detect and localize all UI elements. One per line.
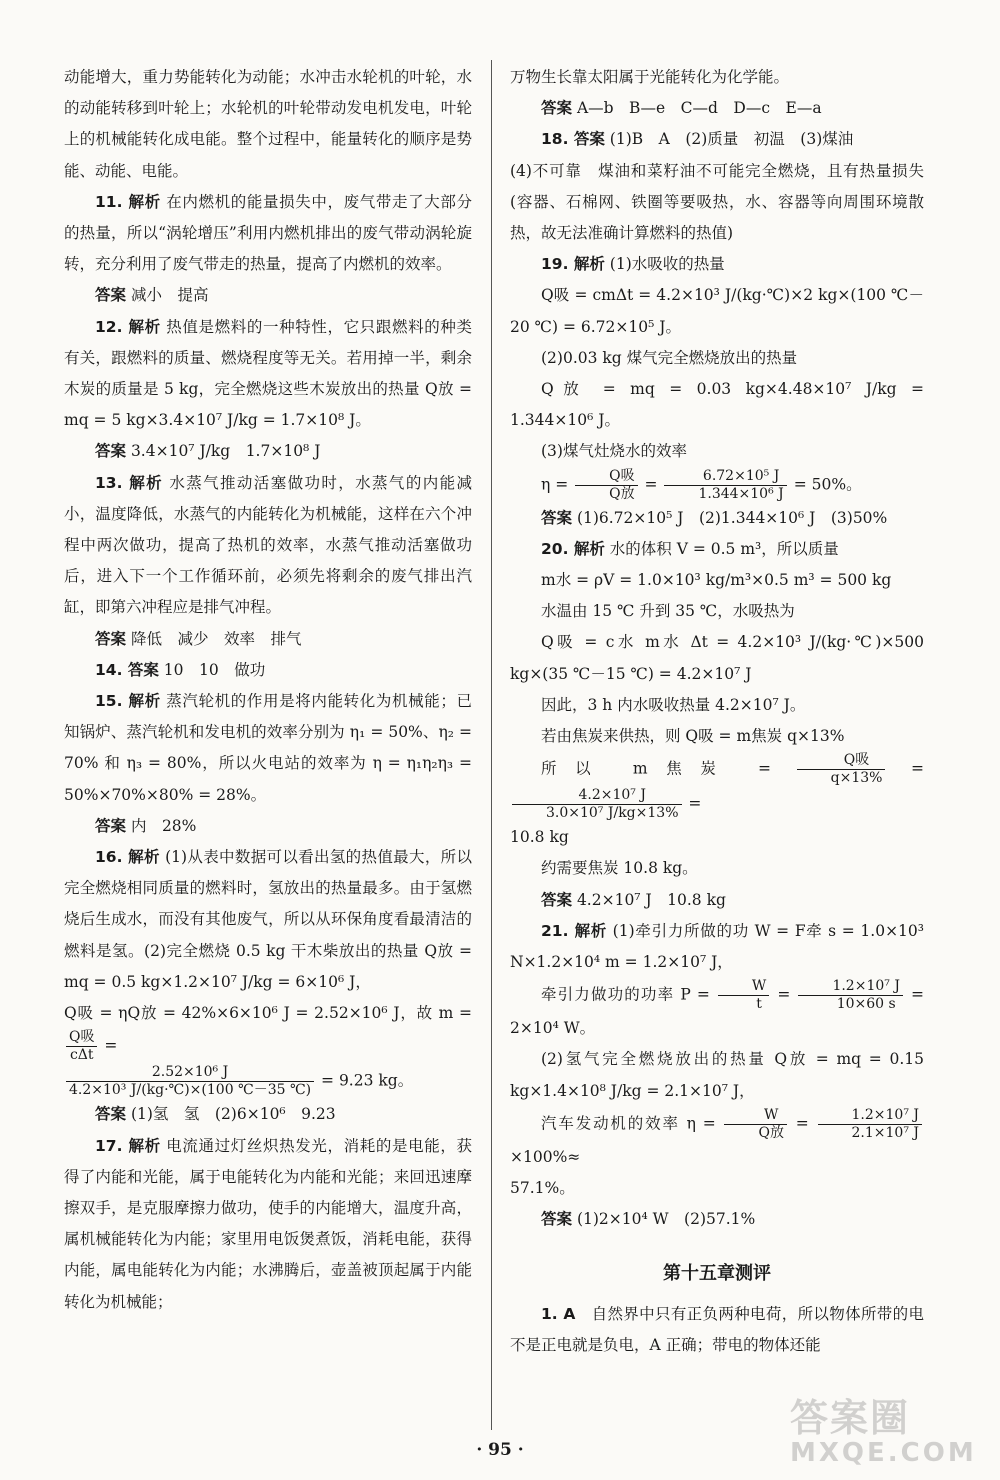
numerator: 4.2×10⁷ J	[512, 787, 682, 805]
ans-label: 答案	[95, 629, 127, 648]
paragraph: (4)不可靠 煤油和菜籽油不可能完全燃烧，且有热量损失(容器、石棉网、铁圈等要吸热，水、容器等向周围环境散热，故无法准确计算燃料的热值)	[510, 161, 924, 243]
answer-13	[64, 624, 472, 655]
answer-14	[64, 655, 472, 686]
paragraph: 若由焦炭来供热，则 Q吸 = m焦炭 q×13%	[541, 727, 845, 746]
answer-16	[64, 1099, 472, 1130]
denominator: 2.1×10⁷ J	[851, 1124, 919, 1141]
eq-text: =	[99, 1036, 118, 1055]
denominator: q×13%	[830, 770, 883, 787]
ans-label: 答案	[541, 99, 573, 118]
watermark-url: MXQE.COM	[790, 1438, 977, 1468]
paragraph: 水温由 15 ℃ 升到 35 ℃，水吸热为	[541, 602, 795, 621]
q-text: 自然界中只有正负两种电荷，所以物体所带的电不是正电就是负电，A 正确；带电的物体还能	[510, 1304, 924, 1354]
fraction	[798, 978, 902, 1013]
eq-text: = 9.23 kg。	[316, 1071, 414, 1090]
ans-text: (1)2×10⁴ W (2)57.1%	[572, 1210, 756, 1229]
q-text: 电流通过灯丝炽热发光，消耗的是电能，获得了内能和光能，属于电能转化为内能和光能；来回迅速摩擦双手，是克服摩擦力做功，使手的内能增大，温度升高，属机械能转化为内能；家里用电饭煲煮饭，消耗电能，获得内能，属电能转化为内能；水沸腾后，壶盖被顶起属于内能转化为机械能；	[64, 1136, 472, 1311]
ans-text: 10 10 做功	[158, 660, 266, 679]
question-13	[64, 468, 472, 624]
numerator: 1.2×10⁷ J	[818, 1107, 922, 1125]
fraction	[512, 787, 682, 822]
equation	[510, 468, 924, 503]
question-19	[510, 249, 924, 280]
numerator: Q吸	[797, 752, 886, 770]
answer-17	[510, 93, 924, 124]
denominator: t	[756, 996, 762, 1013]
q-label: 13. 解析	[95, 473, 164, 492]
equation	[64, 998, 472, 1064]
equation: 10.8 kg	[510, 828, 569, 847]
eq-text: Q吸 = ηQ放 = 42%×6×10⁶ J = 2.52×10⁶ J，故 m =	[64, 1004, 472, 1023]
denominator: Q放	[609, 485, 635, 502]
question-11	[64, 187, 472, 281]
q-label: 11. 解析	[95, 192, 161, 211]
fraction	[724, 1107, 786, 1142]
q-label: 16. 解析	[95, 848, 160, 867]
q-label: 17. 解析	[95, 1136, 161, 1155]
watermark-logo	[790, 1398, 985, 1478]
ans-label: 答案	[541, 508, 573, 527]
q-label: 12. 解析	[95, 317, 161, 336]
fraction	[718, 978, 769, 1013]
paragraph: 约需要焦炭 10.8 kg。	[541, 859, 698, 878]
ans-text: 4.2×10⁷ J 10.8 kg	[572, 890, 726, 909]
ans-text: 降低 减少 效率 排气	[126, 629, 302, 648]
equation	[510, 978, 924, 1044]
question-21	[510, 916, 924, 978]
numerator: W	[718, 978, 769, 996]
eq-text: = 50%。	[788, 475, 862, 494]
eq-text: η =	[541, 475, 574, 494]
question-s1	[510, 1299, 924, 1361]
fraction	[66, 1064, 314, 1099]
paragraph: (3)煤气灶烧水的效率	[541, 442, 687, 461]
answer-15	[64, 811, 472, 842]
equation	[510, 752, 924, 822]
eq-text: =	[788, 1114, 816, 1133]
q-text: 水蒸气推动活塞做功时，水蒸气的内能减小，温度降低，水蒸气的内能转化为机械能，这样在六个冲程中两次做功，提高了热机的效率，水蒸气推动活塞做功后，进入下一个工作循环前，必须先将剩余的废气排出汽缸，即第六冲程应是排气冲程。	[64, 473, 472, 617]
q-text: (1)水吸收的热量	[604, 255, 725, 274]
answer-20	[510, 885, 924, 916]
paragraph: (2)氢气完全燃烧放出的热量 Q放 = mq = 0.15 kg×1.4×10⁸ J/kg = 2.1×10⁷ J，	[510, 1050, 924, 1100]
answer-12	[64, 436, 472, 467]
paragraph: 万物生长靠太阳属于光能转化为化学能。	[510, 68, 790, 86]
equation	[510, 1107, 924, 1173]
eq-text: ×100%≈	[510, 1147, 581, 1166]
watermark-text: 答案圈	[790, 1396, 911, 1440]
fraction	[664, 468, 786, 503]
question-17	[64, 1131, 472, 1318]
answer-21	[510, 1204, 924, 1235]
fraction	[66, 1029, 97, 1064]
ans-text: 内 28%	[126, 816, 197, 835]
ans-label: 答案	[541, 890, 573, 909]
ans-text: (1)氢 氢 (2)6×10⁶ 9.23	[126, 1105, 336, 1124]
q-text: (1)从表中数据可以看出氢的热值最大，所以完全燃烧相同质量的燃料时，氢放出的热量最多。由于氢燃烧后生成水，而没有其他废气，所以从环保角度看最清洁的燃料是氢。(2)完全燃烧 0.5 kg 干木柴放出的热量 Q放 = mq = 0.5 kg×1.2×10⁷ J/kg = 6×10⁶ J，	[64, 848, 472, 991]
ans-text: 3.4×10⁷ J/kg 1.7×10⁸ J	[126, 442, 321, 461]
numerator: 6.72×10⁵ J	[664, 468, 786, 486]
fraction	[575, 468, 637, 503]
paragraph: 动能增大，重力势能转化为动能；水冲击水轮机的叶轮，水的动能转移到叶轮上；水轮机的叶轮带动发电机发电，叶轮上的机械能转化成电能。整个过程中，能量转化的顺序是势能、动能、电能。	[64, 68, 472, 180]
ans-label: 答案	[95, 286, 127, 305]
ans-label: 答案	[541, 1210, 573, 1229]
q-label: 18. 答案	[541, 130, 605, 149]
ans-label: 答案	[95, 442, 127, 461]
answer-18	[510, 124, 924, 155]
equation: 57.1%。	[510, 1179, 575, 1198]
numerator: Q吸	[575, 468, 637, 486]
eq-text: =	[887, 759, 924, 778]
ans-text: (1)6.72×10⁵ J (2)1.344×10⁶ J (3)50%	[572, 508, 888, 527]
q-label: 19. 解析	[541, 255, 605, 274]
equation: Q吸 = cmΔt = 4.2×10³ J/(kg·℃)×2 kg×(100 ℃－20 ℃) = 6.72×10⁵ J。	[510, 286, 924, 336]
q-label: 20. 解析	[541, 539, 605, 558]
numerator: 1.2×10⁷ J	[798, 978, 902, 996]
numerator: Q吸	[66, 1029, 97, 1047]
q-text: (1)牵引力所做的功 W = F牵 s = 1.0×10³ N×1.2×10⁴ m = 1.2×10⁷ J，	[510, 921, 924, 972]
q-label: 14. 答案	[95, 660, 159, 679]
denominator: 10×60 s	[836, 996, 896, 1013]
left-column	[64, 62, 472, 1318]
denominator: 1.344×10⁶ J	[698, 485, 784, 502]
fraction	[818, 1107, 922, 1142]
eq-text: =	[639, 475, 663, 494]
equation: m水 = ρV = 1.0×10³ kg/m³×0.5 m³ = 500 kg	[541, 571, 892, 590]
ans-text: (1)B A (2)质量 初温 (3)煤油	[604, 130, 854, 149]
q-text: 热值是燃料的一种特性，它只跟燃料的种类有关，跟燃料的质量、燃烧程度等无关。若用掉一半，剩余木炭的质量是 5 kg，完全燃烧这些木炭放出的热量 Q放 = mq = 5 kg×3.4×10⁷ J/kg = 1.7×10⁸ J。	[64, 317, 472, 430]
paragraph: 因此，3 h 内水吸收热量 4.2×10⁷ J。	[541, 695, 806, 714]
denominator: 3.0×10⁷ J/kg×13%	[546, 805, 679, 822]
ans-label: 答案	[95, 816, 127, 835]
q-text: 在内燃机的能量损失中，废气带走了大部分的热量，所以“涡轮增压”利用内燃机排出的废气带动涡轮旋转，充分利用了废气带走的热量，提高了内燃机的效率。	[64, 192, 472, 274]
question-15	[64, 686, 472, 811]
ans-text: A—b B—e C—d D—c E—a	[572, 99, 822, 118]
q-label: 1. A	[541, 1304, 576, 1323]
equation: Q吸 = c水 m水 Δt = 4.2×10³ J/(kg·℃)×500 kg×(35 ℃－15 ℃) = 4.2×10⁷ J	[510, 633, 924, 683]
eq-text: 所以 m焦炭 =	[541, 759, 795, 778]
equation: Q放 = mq = 0.03 kg×4.48×10⁷ J/kg = 1.344×10⁶ J。	[510, 380, 924, 430]
equation	[64, 1064, 472, 1099]
question-16	[64, 842, 472, 998]
eq-text: =	[683, 794, 702, 813]
numerator: 2.52×10⁶ J	[66, 1064, 314, 1082]
answer-19	[510, 503, 924, 534]
eq-text: =	[771, 985, 797, 1004]
denominator: 4.2×10³ J/(kg·℃)×(100 ℃－35 ℃)	[69, 1082, 312, 1099]
question-12	[64, 312, 472, 437]
ans-label: 答案	[95, 1105, 127, 1124]
eq-text: = 2×10⁴ W。	[510, 985, 925, 1038]
q-label: 21. 解析	[541, 921, 608, 940]
q-text: 水的体积 V = 0.5 m³，所以质量	[604, 539, 839, 558]
fraction	[797, 752, 886, 787]
denominator: Q放	[758, 1124, 784, 1141]
q-label: 15. 解析	[95, 692, 161, 711]
question-20	[510, 534, 924, 565]
answer-11	[64, 280, 472, 311]
numerator: W	[724, 1107, 786, 1125]
page-number: · 95 ·	[476, 1440, 524, 1460]
eq-text: 汽车发动机的效率 η =	[541, 1114, 723, 1133]
q-text: 蒸汽轮机的作用是将内能转化为机械能；已知锅炉、蒸汽轮机和发电机的效率分别为 η₁ = 50%、η₂ = 70% 和 η₃ = 80%，所以火电站的效率为 η = η₁η₂η₃ = 50%×70%×80% = 28%。	[64, 692, 472, 804]
denominator: cΔt	[69, 1047, 94, 1064]
eq-text: 牵引力做功的功率 P =	[541, 985, 716, 1004]
section-title: 第十五章测评	[663, 1262, 771, 1284]
column-divider	[491, 60, 492, 1430]
paragraph: (2)0.03 kg 煤气完全燃烧放出的热量	[541, 348, 798, 367]
ans-text: 减小 提高	[126, 286, 209, 305]
right-column	[510, 62, 924, 1361]
